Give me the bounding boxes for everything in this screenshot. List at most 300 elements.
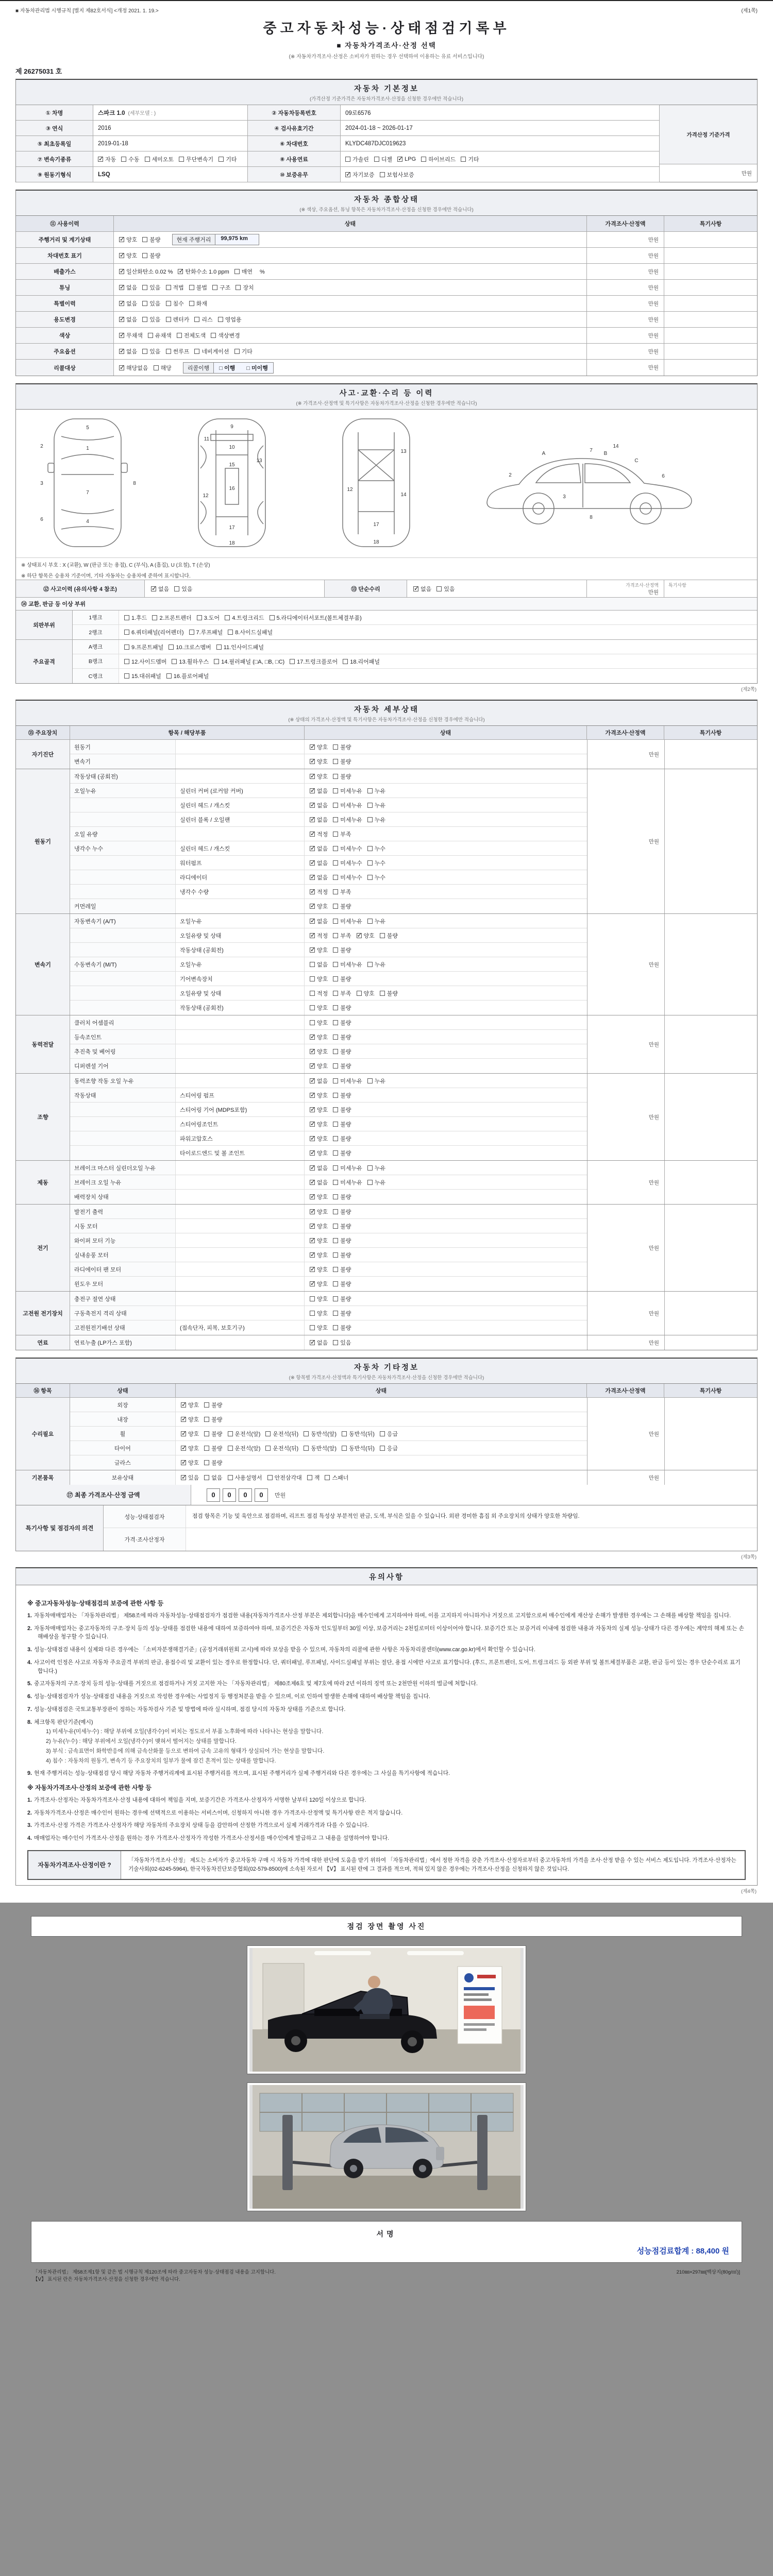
checkbox-icon[interactable] — [310, 919, 315, 924]
page-marker-1: (제1쪽) — [741, 8, 758, 14]
checkbox-icon[interactable] — [124, 645, 129, 650]
checkbox-icon[interactable] — [367, 817, 373, 822]
checkbox-icon[interactable] — [166, 673, 172, 679]
state-option — [119, 283, 137, 292]
checkbox-icon[interactable] — [216, 645, 222, 650]
checkbox-icon[interactable] — [357, 933, 362, 938]
checkbox-icon[interactable] — [166, 301, 171, 306]
checkbox-icon[interactable] — [310, 1107, 315, 1112]
checkbox-icon[interactable] — [119, 301, 124, 306]
state-option — [367, 960, 385, 969]
notice-item-text: 자동차매매업자는 중고자동차의 구조·장치 등의 성능·상태를 점검한 내용에 대하여 보증하여야 하며, 보증기간은 자동차 인도일부터 30일 이상, 보증거리는 2천킬로미터 이상이어야 합니다. 보증기간 또는 보증거리 이내에 점검한 내용과 자동차의 실제 성능·상태가 다른 경우에는 계약의 해제 또는 손해배상을 청구할 수 있습니다. — [34, 1625, 744, 1640]
transmission-option — [145, 155, 174, 163]
notice-item-number: 9. — [27, 1770, 32, 1777]
checkbox-icon[interactable] — [310, 933, 315, 938]
checkbox-icon[interactable] — [310, 1165, 315, 1171]
field-value-fuel — [341, 151, 660, 167]
inspection-photo-engine-bay — [247, 1946, 526, 2074]
price-digit-box: 0 — [207, 1488, 220, 1502]
accident-history-label: ⑫ 사고이력 (유의사항 4 참조) — [16, 580, 145, 597]
checkbox-icon[interactable] — [142, 253, 147, 258]
checkbox-icon[interactable] — [380, 1431, 385, 1436]
row-subitem — [176, 1030, 305, 1044]
option-label: 불량 — [340, 1266, 351, 1273]
part-option — [124, 628, 184, 636]
option-label: 사용설명서 — [234, 1475, 262, 1481]
checkbox-icon[interactable] — [333, 1325, 338, 1330]
row-item: 와이퍼 모터 기능 — [70, 1233, 176, 1247]
option-label: 유채색 — [155, 333, 172, 339]
row-state — [305, 1030, 587, 1044]
checkbox-icon[interactable] — [310, 904, 315, 909]
checkbox-icon[interactable] — [310, 1063, 315, 1069]
checkbox-icon[interactable] — [310, 962, 315, 967]
checkbox-icon[interactable] — [204, 1431, 209, 1436]
checkbox-icon[interactable] — [98, 157, 103, 162]
checkbox-icon[interactable] — [148, 333, 153, 338]
checkbox-icon[interactable] — [310, 1093, 315, 1098]
checkbox-icon[interactable] — [228, 630, 233, 635]
row-item: 배력장치 상태 — [70, 1190, 176, 1204]
document-footer — [31, 2263, 742, 2290]
checkbox-icon[interactable] — [181, 1460, 186, 1465]
row-item — [70, 928, 176, 942]
notice-item-text: 자동차매매업자는 「자동차관리법」 제58조에 따라 자동차성능·상태점검자가 점검한 내용(자동차가격조사·산정 부분은 제외합니다)을 매수인에게 고지하여야 하며, 이를 고지하지 아니하거나 거짓으로 고지함으로써 매수인에게 재산상 손해가 발생한 경우에는 그 손해를 배상할 책임을 집니다. — [34, 1613, 731, 1619]
row-state — [305, 754, 587, 769]
state-option — [310, 1222, 328, 1230]
option-label: 있음 — [340, 1340, 351, 1346]
row-state — [305, 784, 587, 798]
option-label: 없음 — [126, 317, 138, 323]
checkbox-icon[interactable] — [333, 1020, 338, 1025]
row-state — [114, 360, 587, 376]
basic-info-table — [15, 105, 758, 182]
form-reference: ■ 자동차관리법 시행규칙 [별지 제82호서식] <개정 2021. 1. 19.> — [15, 8, 159, 14]
checkbox-icon[interactable] — [166, 349, 171, 354]
checkbox-icon[interactable] — [333, 1340, 338, 1345]
option-label: 양호 — [317, 773, 328, 780]
rank-name: B랭크 — [73, 654, 119, 668]
checkbox-icon[interactable] — [181, 1475, 186, 1480]
option-label: 양호 — [317, 1194, 328, 1200]
checkbox-icon[interactable] — [367, 803, 373, 808]
checkbox-icon[interactable] — [166, 285, 171, 290]
checkbox-icon[interactable] — [380, 172, 385, 177]
page-marker-2: (제2쪽) — [741, 687, 757, 692]
checkbox-icon[interactable] — [345, 172, 350, 177]
state-option — [166, 315, 190, 324]
state-option — [119, 364, 148, 372]
checkbox-icon[interactable] — [357, 991, 362, 996]
checkbox-icon[interactable] — [119, 349, 124, 354]
checkbox-icon[interactable] — [367, 1165, 373, 1171]
state-option — [333, 1251, 351, 1259]
price-digit-box: 0 — [255, 1488, 268, 1502]
checkbox-icon[interactable] — [119, 253, 124, 258]
accident-history-state — [145, 580, 325, 597]
checkbox-icon[interactable] — [367, 860, 373, 866]
notice-subitem: 4) 침수 : 자동차의 원동기, 변속기 등 주요장치의 일부가 물에 잠긴 흔적이 있는 상태를 말합니다. — [46, 1757, 276, 1764]
checkbox-icon[interactable] — [333, 1194, 338, 1199]
checkbox-icon[interactable] — [310, 1194, 315, 1199]
checkbox-icon[interactable] — [234, 349, 240, 354]
row-item: 원동기 — [70, 740, 176, 754]
checkbox-icon[interactable] — [333, 1267, 338, 1272]
row-state — [176, 1455, 587, 1470]
option-label: 양호 — [317, 1296, 328, 1302]
notice-header — [15, 1567, 758, 1585]
device-row — [70, 798, 587, 812]
checkbox-icon[interactable] — [310, 1078, 315, 1083]
state-option — [234, 347, 253, 355]
part-label: 10.크로스멤버 — [176, 644, 211, 651]
car-name: 스파크 1.0 — [98, 110, 125, 116]
checkbox-icon[interactable] — [310, 947, 315, 953]
checkbox-icon[interactable] — [310, 817, 315, 822]
checkbox-icon[interactable] — [310, 1005, 315, 1010]
row-item: 추진축 및 베어링 — [70, 1044, 176, 1058]
group-amount: 만원 — [587, 914, 664, 1015]
device-row — [70, 1059, 587, 1073]
checkbox-icon[interactable] — [333, 962, 338, 967]
checkbox-icon[interactable] — [310, 1340, 315, 1345]
row-state — [305, 1146, 587, 1160]
checkbox-icon[interactable] — [218, 317, 223, 322]
row-state — [176, 1441, 587, 1455]
device-name: 변속기 — [16, 914, 70, 1015]
checkbox-icon[interactable] — [333, 1063, 338, 1069]
checkbox-icon[interactable] — [421, 157, 426, 162]
state-option — [333, 743, 351, 751]
part-option — [169, 643, 211, 651]
checkbox-icon[interactable] — [310, 744, 315, 750]
checkbox-icon[interactable] — [169, 645, 174, 650]
checkbox-icon[interactable] — [333, 933, 338, 938]
checkbox-icon[interactable] — [181, 1402, 186, 1408]
checkbox-icon[interactable] — [342, 1446, 347, 1451]
state-option — [367, 917, 385, 925]
checkbox-icon[interactable] — [325, 1475, 330, 1480]
checkbox-icon[interactable] — [310, 788, 315, 793]
checkbox-icon[interactable] — [333, 1049, 338, 1054]
col-state: 상태 — [114, 216, 587, 231]
checkbox-icon[interactable] — [194, 317, 199, 322]
checkbox-icon[interactable] — [119, 333, 124, 338]
checkbox-icon[interactable] — [310, 860, 315, 866]
row-item: 클러치 어셈블리 — [70, 1015, 176, 1029]
checkbox-icon[interactable] — [119, 285, 124, 290]
checkbox-icon[interactable] — [367, 919, 373, 924]
photo-engine-bay-svg — [249, 1948, 524, 2072]
checkbox-icon[interactable] — [265, 1446, 271, 1451]
checkbox-icon[interactable] — [310, 759, 315, 764]
checkbox-icon[interactable] — [204, 1446, 209, 1451]
checkbox-icon[interactable] — [310, 803, 315, 808]
checkbox-icon[interactable] — [174, 586, 179, 591]
rank-parts — [119, 640, 757, 654]
checkbox-icon[interactable] — [177, 333, 182, 338]
row-subitem: 기어변속장치 — [176, 972, 305, 986]
checkbox-icon[interactable] — [119, 365, 124, 370]
state-option — [333, 1208, 351, 1216]
row-state — [176, 1470, 587, 1485]
checkbox-icon[interactable] — [333, 1035, 338, 1040]
checkbox-icon[interactable] — [267, 1475, 273, 1480]
checkbox-icon[interactable] — [333, 1209, 338, 1214]
checkbox-icon[interactable] — [333, 889, 338, 894]
checkbox-icon[interactable] — [181, 1446, 186, 1451]
checkbox-icon[interactable] — [367, 875, 373, 880]
device-row — [70, 1117, 587, 1131]
checkbox-icon[interactable] — [413, 586, 418, 591]
checkbox-icon[interactable] — [461, 157, 466, 162]
checkbox-icon[interactable] — [211, 333, 216, 338]
checkbox-icon[interactable] — [310, 1325, 315, 1330]
checkbox-icon[interactable] — [345, 157, 350, 162]
checkbox-icon[interactable] — [333, 759, 338, 764]
notice-item — [27, 1796, 746, 1805]
checkbox-icon[interactable] — [333, 904, 338, 909]
checkbox-icon[interactable] — [189, 630, 194, 635]
checkbox-icon[interactable] — [310, 1020, 315, 1025]
inspection-photo-car-on-lift — [247, 2083, 526, 2211]
checkbox-icon[interactable] — [228, 1475, 233, 1480]
checkbox-icon[interactable] — [307, 1475, 312, 1480]
checkbox-icon[interactable] — [178, 269, 183, 274]
state-option — [119, 267, 173, 276]
row-subitem — [176, 1262, 305, 1276]
checkbox-icon[interactable] — [310, 1252, 315, 1258]
rank-parts — [119, 669, 757, 683]
checkbox-icon[interactable] — [172, 659, 177, 664]
option-label: 불량 — [340, 1325, 351, 1331]
checkbox-icon[interactable] — [142, 237, 147, 242]
checkbox-icon[interactable] — [333, 803, 338, 808]
checkbox-icon[interactable] — [333, 846, 338, 851]
checkbox-icon[interactable] — [333, 817, 338, 822]
checkbox-icon[interactable] — [310, 875, 315, 880]
etc-row — [70, 1427, 587, 1441]
checkbox-icon[interactable] — [310, 832, 315, 837]
checkbox-icon[interactable] — [181, 1431, 186, 1436]
checkbox-icon[interactable] — [367, 962, 373, 967]
checkbox-icon[interactable] — [310, 774, 315, 779]
checkbox-icon[interactable] — [436, 586, 442, 591]
etc-row — [70, 1441, 587, 1455]
section-comprehensive — [15, 190, 758, 376]
checkbox-icon[interactable] — [310, 1049, 315, 1054]
checkbox-icon[interactable] — [333, 788, 338, 793]
checkbox-icon[interactable] — [310, 1311, 315, 1316]
checkbox-icon[interactable] — [333, 1093, 338, 1098]
checkbox-icon[interactable] — [119, 237, 124, 242]
checkbox-icon[interactable] — [265, 1431, 271, 1436]
option-label: 불량 — [340, 1252, 351, 1259]
checkbox-icon[interactable] — [380, 991, 385, 996]
checkbox-icon[interactable] — [204, 1460, 209, 1465]
checkbox-icon[interactable] — [310, 1180, 315, 1185]
checkbox-icon[interactable] — [189, 301, 194, 306]
checkbox-icon[interactable] — [333, 1150, 338, 1156]
part-label: 2.프론트펜더 — [159, 615, 192, 621]
state-option — [310, 1062, 328, 1070]
rank-parts — [119, 625, 757, 639]
checkbox-icon[interactable] — [179, 157, 184, 162]
checkbox-icon[interactable] — [228, 1446, 233, 1451]
checkbox-icon[interactable] — [234, 269, 240, 274]
checkbox-icon[interactable] — [194, 349, 199, 354]
checkbox-icon[interactable] — [367, 1078, 373, 1083]
checkbox-icon[interactable] — [197, 615, 202, 620]
state-option — [181, 1430, 199, 1438]
opinion-author: 성능·상태점검자 — [104, 1505, 186, 1528]
notice-item — [27, 1834, 746, 1843]
checkbox-icon[interactable] — [204, 1402, 209, 1408]
checkbox-icon[interactable] — [333, 976, 338, 981]
checkbox-icon[interactable] — [204, 1475, 209, 1480]
checkbox-icon[interactable] — [270, 615, 275, 620]
checkbox-icon[interactable] — [333, 832, 338, 837]
etc-group-name: 수리필요 — [16, 1398, 70, 1470]
checkbox-icon[interactable] — [124, 673, 129, 679]
option-label: 세미오토 — [152, 156, 174, 163]
checkbox-icon[interactable] — [290, 659, 295, 664]
checkbox-icon[interactable] — [367, 846, 373, 851]
checkbox-icon[interactable] — [121, 157, 126, 162]
checkbox-icon[interactable] — [333, 1122, 338, 1127]
checkbox-icon[interactable] — [204, 1417, 209, 1422]
checkbox-icon[interactable] — [310, 1267, 315, 1272]
checkbox-icon[interactable] — [310, 1281, 315, 1286]
checkbox-icon[interactable] — [166, 317, 171, 322]
checkbox-icon[interactable] — [225, 615, 230, 620]
checkbox-icon[interactable] — [333, 1296, 338, 1301]
notice-item-number: 4. — [27, 1659, 32, 1666]
state-option — [166, 283, 184, 292]
checkbox-icon[interactable] — [333, 1252, 338, 1258]
checkbox-icon[interactable] — [310, 1238, 315, 1243]
checkbox-icon[interactable] — [304, 1446, 309, 1451]
checkbox-icon[interactable] — [214, 659, 219, 664]
checkbox-icon[interactable] — [236, 285, 241, 290]
checkbox-icon[interactable] — [310, 1150, 315, 1156]
part-option — [124, 614, 147, 622]
checkbox-icon[interactable] — [124, 659, 129, 664]
checkbox-icon[interactable] — [310, 991, 315, 996]
state-option — [310, 917, 328, 925]
checkbox-icon[interactable] — [310, 1224, 315, 1229]
checkbox-icon[interactable] — [333, 1311, 338, 1316]
row-state — [305, 1088, 587, 1102]
checkbox-icon[interactable] — [119, 317, 124, 322]
checkbox-icon[interactable] — [333, 991, 338, 996]
checkbox-icon[interactable] — [333, 1136, 338, 1141]
checkbox-icon[interactable] — [212, 285, 217, 290]
checkbox-icon[interactable] — [374, 157, 379, 162]
checkbox-icon[interactable] — [333, 1224, 338, 1229]
checkbox-icon[interactable] — [310, 889, 315, 894]
checkbox-icon[interactable] — [333, 1238, 338, 1243]
state-option — [142, 235, 160, 244]
state-option — [333, 989, 351, 997]
checkbox-icon[interactable] — [333, 1281, 338, 1286]
checkbox-icon[interactable] — [397, 157, 402, 162]
checkbox-icon[interactable] — [380, 1446, 385, 1451]
row-item: 발전기 출력 — [70, 1205, 176, 1218]
checkbox-icon[interactable] — [333, 919, 338, 924]
part-label: 9.프론트패널 — [131, 644, 164, 651]
checkbox-icon[interactable] — [333, 1005, 338, 1010]
checkbox-icon[interactable] — [151, 586, 156, 591]
checkbox-icon[interactable] — [380, 933, 385, 938]
checkbox-icon[interactable] — [189, 285, 194, 290]
option-label: 미세누유 — [340, 961, 362, 968]
checkbox-icon[interactable] — [154, 365, 159, 370]
device-row — [70, 769, 587, 784]
checkbox-icon[interactable] — [367, 1180, 373, 1185]
checkbox-icon[interactable] — [124, 615, 129, 620]
checkbox-icon[interactable] — [333, 860, 338, 866]
checkbox-icon[interactable] — [310, 1035, 315, 1040]
section-basic-info — [15, 79, 758, 182]
checkbox-icon[interactable] — [333, 1107, 338, 1112]
checkbox-icon[interactable] — [333, 1078, 338, 1083]
option-label: 불량 — [149, 237, 161, 243]
checkbox-icon[interactable] — [310, 1122, 315, 1127]
row-label: 튜닝 — [16, 280, 114, 295]
checkbox-icon[interactable] — [310, 846, 315, 851]
notice-item-number: 1. — [27, 1613, 32, 1619]
checkbox-icon[interactable] — [152, 615, 157, 620]
row-note — [664, 264, 757, 279]
accident-title: 사고·교환·수리 등 이력 — [339, 389, 434, 398]
checkbox-icon[interactable] — [333, 744, 338, 750]
checkbox-icon[interactable] — [333, 774, 338, 779]
checkbox-icon[interactable] — [342, 1431, 347, 1436]
group-amount: 만원 — [587, 769, 664, 913]
checkbox-icon[interactable] — [145, 157, 150, 162]
checkbox-icon[interactable] — [142, 317, 147, 322]
checkbox-icon[interactable] — [142, 285, 147, 290]
checkbox-icon[interactable] — [367, 788, 373, 793]
checkbox-icon[interactable] — [124, 630, 129, 635]
checkbox-icon[interactable] — [181, 1417, 186, 1422]
comprehensive-header — [15, 190, 758, 215]
checkbox-icon[interactable] — [142, 301, 147, 306]
checkbox-icon[interactable] — [228, 1431, 233, 1436]
checkbox-icon[interactable] — [219, 157, 224, 162]
checkbox-icon[interactable] — [343, 659, 348, 664]
etc-row — [70, 1398, 587, 1412]
checkbox-icon[interactable] — [333, 875, 338, 880]
checkbox-icon[interactable] — [310, 1209, 315, 1214]
checkbox-icon[interactable] — [333, 947, 338, 953]
device-row — [70, 1088, 587, 1103]
col-amount: 가격조사·산정액 — [587, 1384, 664, 1397]
checkbox-icon[interactable] — [304, 1431, 309, 1436]
checkbox-icon[interactable] — [333, 1180, 338, 1185]
checkbox-icon[interactable] — [310, 1136, 315, 1141]
basic-info-header — [15, 79, 758, 105]
checkbox-icon[interactable] — [142, 349, 147, 354]
option-label: 누수 — [374, 860, 386, 867]
checkbox-icon[interactable] — [333, 1165, 338, 1171]
checkbox-icon[interactable] — [310, 976, 315, 981]
state-option — [310, 888, 328, 896]
checkbox-icon[interactable] — [119, 269, 124, 274]
checkbox-icon[interactable] — [310, 1296, 315, 1301]
row-state — [305, 827, 587, 841]
